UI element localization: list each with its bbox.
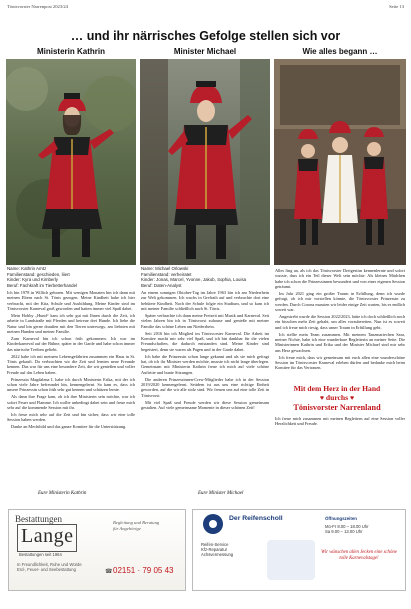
ad-tagline: Wir wünschen allen Jecken eine schöne tolle Karnevalstage! — [321, 550, 397, 561]
callout-line-2 — [276, 393, 398, 403]
caption-line: Beruf: Fachkraft im Tierbetterhandel — [7, 282, 78, 288]
caption-line: Name: Michael Orlowski — [141, 266, 189, 271]
paragraph: Prinzessin Magdalena I. habe ich durch Ministerin Erika, mit der ich schon viele Jahre befreundet bin, kennengelernt. So kam es, dass ich unsere Prinzessin schon früh sehr gut kennen und schätzen lernte. — [7, 376, 135, 393]
paragraph: Ich stellte mein Team zusammen. Mit meinem Tanzmariechen Sara, meiner Nichte, habe ich eine wunderbare Begleiterin an meiner Seite. Die Ministerinnen Kathrin und Erika und der Minister Michael sind mir sehr ans Herz gewachsen. — [275, 331, 405, 353]
caption-line: Kinder: Kyra und Kimberly — [7, 277, 59, 283]
paragraph: Später verbrachte ich dann meine Freizeit mit Musik und Karneval. Seit vielen Jahren bin ich in Tönisvorst zuhause und genieße mit meiner Familie das schöne Leben am Niederrhein. — [141, 312, 269, 329]
page-headline: … und ihr närrisches Gefolge stellen sich vor — [70, 29, 341, 43]
paragraph: Mein Hobby „Hund“ kam ich sehr gut mit Ihnen durch die Zeit, ich arbeite in Landstraße mit Pferden und betreue drei Hunde. Ich liebe die Natur und bin gerne draußen mit den Tieren unterwegs, am liebsten mit meinen Hunden und meiner Familie. — [7, 312, 135, 334]
paragraph: Als dann ihre Frage kam, ob ich ihre Ministerin sein möchte, war ich sofort Feuer und Flamme. Ich wollte unbedingt dabei sein und freue mich sehr auf die kommende Session mit ihr. — [7, 394, 135, 410]
callout-line-1: Mit dem Herz in der Hand — [293, 384, 381, 393]
running-head-left: Tönisvorster Narrenpost 2023/24 — [7, 4, 68, 9]
ad-lines-right — [113, 520, 159, 531]
paragraph: Im Jahr 2021 ging ein großer Traum in Erfüllung, denn ich wurde gefragt, ob ich mir vorstellen könnte, die Tönisvorster Prinzessin zu werden. Durch Corona mussten wir leider einige Zeit warten, bis es endlich soweit war. — [275, 290, 405, 312]
section-title-michael: Minister Michael — [173, 47, 237, 56]
callout-line-2-text: durchs — [325, 393, 349, 402]
heart-icon: ♥ — [319, 394, 324, 402]
caption-line: Beruf: Daten-Analyst — [141, 282, 182, 288]
caption-line: Familienstand: verheiratet — [141, 271, 192, 277]
paragraph: Danke an Mechthild und das ganze Komitee für die Unterstützung. — [11, 424, 127, 430]
paragraph: 2022 habe ich mit meinem Lebensgefährten zusammen ein Haus in St. Tönis gekauft. Da verbrachten wir die Zeit und lernten neue Freunde kennen. Das war für uns eine besondere Zeit, die wir genießen und voller Freude auf das Leben haben. — [7, 353, 135, 375]
paragraph: Ich freue mich sehr auf die Zeit und bin sicher, dass wir eine tolle Session haben werden. — [7, 411, 135, 423]
ad-bestattungen-lange[interactable] — [8, 509, 186, 591]
paragraph: Alles fing an, als ich das Tönisvorster Dreigestirn kennenlernte und sofort wusste, dass ich ein Teil dieser Welt sein möchte. Als kleines Mädchen habe ich schon die Prinzessinnen bewundert und von einer eigenen Session geträumt. — [275, 268, 405, 290]
article-begann — [275, 268, 405, 382]
caption-line: Familienstand: geschieden, liiert — [7, 271, 70, 277]
tire-hub — [209, 520, 217, 528]
ad-lines — [201, 542, 233, 558]
ad-phone: 02151 · 79 05 43 — [113, 566, 174, 575]
ad-title: Der Reifenscholl — [229, 515, 283, 522]
ad-line: Erd-, Feuer- und Seebestattung — [17, 567, 76, 573]
paragraph: Mit viel Spaß und Freude werden wir diese Session gemeinsam gestalten. Auf viele gemeinsame Momente in dieser schönen Zeit! — [141, 399, 269, 410]
section-title-begann: Wie alles begann … — [302, 47, 378, 56]
ad-reifenscholl[interactable] — [192, 509, 406, 591]
paragraph: Ich freue mich, dass wir gemeinsam mit euch allen eine wunderschöne Session im Tönisvorster Karneval erleben dürfen und bedanke mich beim Komitee für das Vertrauen. — [275, 354, 405, 371]
paragraph: Die anderen Prinzessinnen-Crew-Mitglieder habe ich in der Session 2019/2020 kennengelernt. Seitdem ist aus uns eine richtige Einheit geworden, auf die wir alle stolz sind. Wir freuen uns auf eine tolle Zeit in Tönisvorst. — [141, 376, 269, 398]
ad-line: Kfz-Reparatur — [201, 547, 228, 553]
ad-line: Begleitung und Beratung — [113, 520, 160, 525]
caption-kathrin — [7, 266, 135, 288]
paragraph: Ich habe die Prinzessin schon lange gekannt und als sie mich gefragt hat, ob ich ihr Minister werden möchte, musste ich nicht lange überlegen. Gemeinsam mit Ministerin Kathrin freue ich mich auf viele schöne Auftritte und bunte Sitzungen. — [141, 353, 269, 375]
ad-line: für Angehörige — [113, 525, 141, 531]
ad-brand: Lange — [21, 525, 74, 547]
signature-michael: Eure Minister Michael — [198, 491, 244, 496]
photo-ministerin-kathrin — [6, 59, 136, 265]
ad-line: Achsvermessung — [201, 552, 234, 558]
callout-line-3: Tönisvorster Narrenland — [293, 403, 381, 412]
heart-icon: ♥ — [350, 394, 355, 402]
paragraph: An einem sonnigen Oktober-Tag im Jahre 1963 bin ich am Niederrhein zur Welt gekommen. Ich wuchs in Grefrath auf und verbrachte dort eine behütete Kindheit. Nach der Schule folgte ein Studium, und so kam ich mit meiner Familie schließlich nach St. Tönis. — [141, 290, 269, 312]
paragraph: Zum Karneval bin ich schon früh gekommen. Ich war im Kinderkarneval auf der Bühne, später in der Garde und habe schon immer das närrische Treiben geliebt. — [7, 335, 135, 352]
ad-hours-line: Sa 9.00 – 13.00 Uhr — [325, 529, 363, 535]
ad-title: Bestattungen — [15, 514, 62, 524]
article-michael — [141, 290, 269, 486]
callout-motto — [276, 384, 398, 413]
mascot-image — [267, 540, 315, 580]
photo-wie-alles-begann — [274, 59, 406, 265]
running-head — [7, 4, 404, 13]
ad-line: In Freundlichkeit, Ruhe und Würde — [17, 562, 82, 567]
caption-line: Kinder: Jonas, Marcel, Yvonne, Jakob, Sophia, Louisa — [141, 277, 247, 283]
article-begann-closing — [275, 416, 405, 440]
article-kathrin — [7, 290, 135, 486]
paragraph: Ich freue mich zusammen mit meinen Begleitern auf eine Session voller Herzlichkeit und Freude. — [275, 416, 405, 427]
ad-sub: Bestattungen seit 1964 — [19, 552, 62, 557]
caption-michael — [141, 266, 269, 288]
ad-hours-label: Öffnungszeiten — [325, 516, 357, 521]
paragraph: Angestrebt wurde die Session 2022/2023, hätte ich doch schließlich noch ein bisschen mehr Zeit gehabt, um alles vorzubereiten. Nun ist es soweit und ich freue mich riesig, dass unser Traum in Erfüllung geht. — [275, 313, 405, 330]
section-title-kathrin: Ministerin Kathrin — [36, 47, 105, 56]
ad-hours — [325, 524, 369, 535]
signature-kathrin: Eure Ministerin Kathrin — [38, 491, 87, 496]
ad-line: Reifen-Service — [201, 542, 229, 547]
ad-lines — [17, 562, 82, 572]
photo-minister-michael — [140, 59, 270, 265]
caption-line: Name: Kathrin Arntz — [7, 266, 47, 271]
page-number: Seite 13 — [389, 4, 404, 9]
ad-hours-line: Mo-Fr 8.00 – 18.00 Uhr — [325, 524, 369, 529]
paragraph: Ich bin 1978 in Willich geboren. Mit wenigen Monaten bin ich dann mit meinen Eltern nach St. Tönis gezogen. Meine Kindheit habe ich hier verbracht, mit der Kita, Schule und Ausbildung. Meine Kinder sind im Tönisvorster Karneval groß geworden und hatten immer viel Spaß dabei. — [7, 290, 135, 312]
phone-icon: ☎ — [105, 569, 113, 575]
paragraph: Seit 2016 bin ich Mitglied im Tönisvorster Karneval. Die Arbeit im Komitee macht mir sehr viel Spaß, und ich bin dankbar für die vielen Freundschaften, die dadurch entstanden sind. Meine Kinder sind begeistert, denn sie waren als Pagen und in der Garde dabei. — [141, 330, 269, 352]
